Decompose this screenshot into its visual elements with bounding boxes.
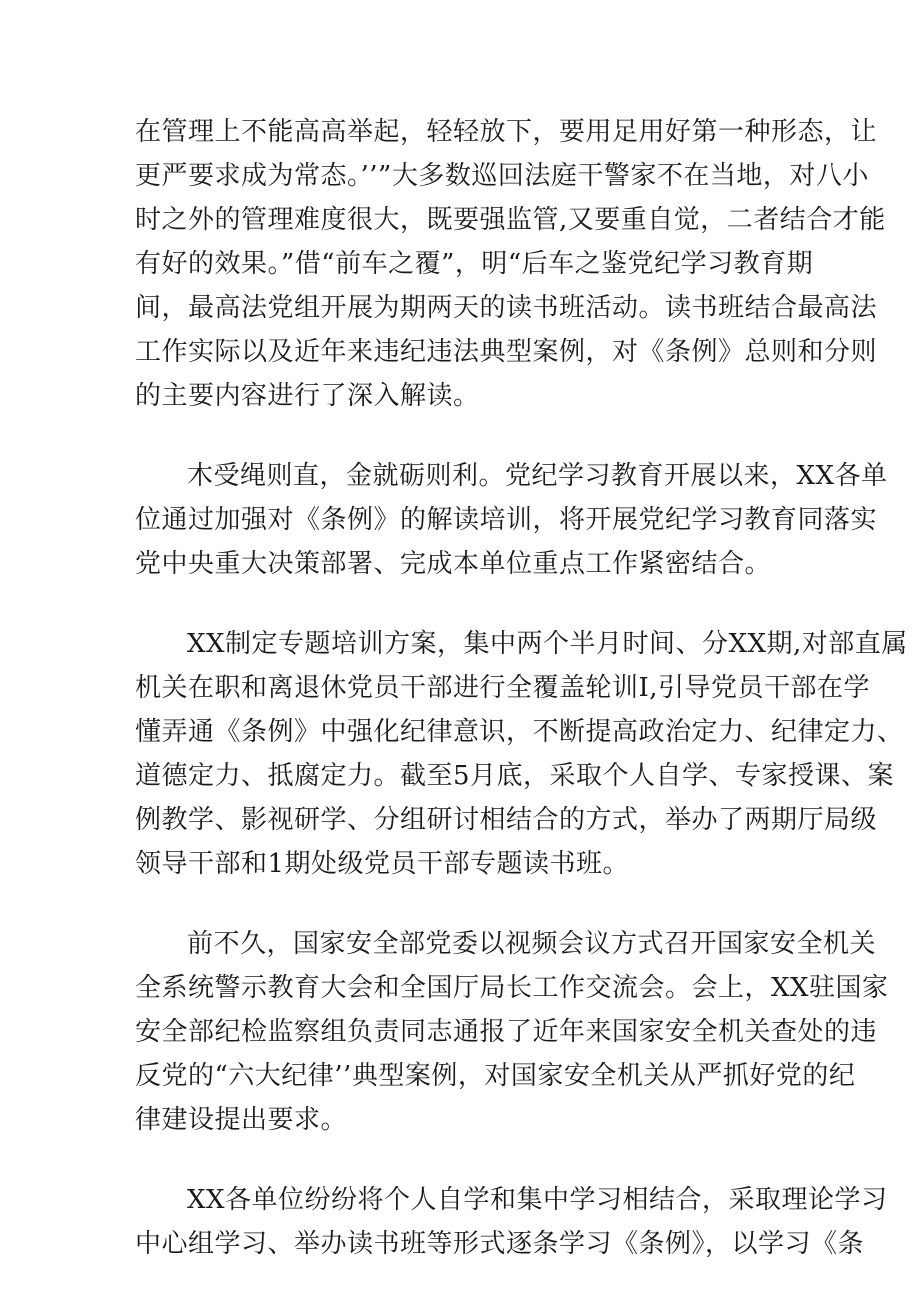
text-line: 工作实际以及近年来违纪违法典型案例，对《条例》总则和分则 — [135, 337, 878, 367]
paragraph-spacer — [135, 886, 795, 922]
document-body — [135, 110, 908, 1266]
paragraph-spacer — [135, 586, 795, 622]
paragraph-4 — [135, 922, 889, 1142]
paragraph-1 — [135, 110, 886, 418]
paragraph-3 — [135, 622, 908, 886]
text-line: 律建设提出要求。 — [135, 1105, 348, 1135]
text-line: 木受绳则直，金就砺则利。党纪学习教育开展以来，XX各单 — [187, 461, 888, 491]
text-line: 机关在职和离退休党员干部进行全覆盖轮训I,引导党员干部在学 — [135, 673, 871, 703]
text-line: 间，最高法党组开展为期两天的读书班活动。读书班结合最高法 — [135, 293, 878, 323]
text-line: 前不久，国家安全部党委以视频会议方式召开国家安全机关 — [187, 929, 877, 959]
text-line: 懂弄通《条例》中强化纪律意识，不断提高政治定力、纪律定力、 — [135, 717, 904, 747]
text-line: 领导干部和1期处级党员干部专题读书班。 — [135, 849, 630, 879]
text-line: 党中央重大决策部署、完成本单位重点工作紧密结合。 — [135, 549, 772, 579]
paragraph-spacer — [135, 1142, 795, 1178]
text-line: 有好的效果。”借“前车之覆”，明“后车之鉴党纪学习教育期 — [135, 249, 814, 279]
text-line: 时之外的管理难度很大，既要强监管,又要重自觉，二者结合才能 — [135, 205, 886, 235]
text-line: 的主要内容进行了深入解读。 — [135, 381, 480, 411]
text-line: XX各单位纷纷将个人自学和集中学习相结合，采取理论学习 — [187, 1185, 888, 1215]
text-line: 例教学、影视研学、分组研讨相结合的方式，举办了两期厅局级 — [135, 805, 878, 835]
text-line: 安全部纪检监察组负责同志通报了近年来国家安全机关查处的违 — [135, 1017, 878, 1047]
text-line: 中心组学习、举办读书班等形式逐条学习《条例》，以学习《条 — [135, 1229, 865, 1259]
paragraph-2 — [135, 454, 888, 586]
text-line: 更严要求成为常态。’’”大多数巡回法庭干警家不在当地，对八小 — [135, 161, 869, 191]
text-line: 反党的“六大纪律’’典型案例，对国家安全机关从严抓好党的纪 — [135, 1061, 856, 1091]
text-line: 全系统警示教育大会和全国厅局长工作交流会。会上，XX驻国家 — [135, 973, 889, 1003]
paragraph-spacer — [135, 418, 795, 454]
text-line: 在管理上不能高高举起，轻轻放下，要用足用好第一种形态，让 — [135, 117, 878, 147]
paragraph-5 — [135, 1178, 888, 1266]
text-line: 道德定力、抵腐定力。截至5月底，采取个人自学、专家授课、案 — [135, 761, 895, 791]
text-line: 位通过加强对《条例》的解读培训，将开展党纪学习教育同落实 — [135, 505, 878, 535]
text-line: XX制定专题培训方案，集中两个半月时间、分XX期,对部直属 — [187, 629, 908, 659]
